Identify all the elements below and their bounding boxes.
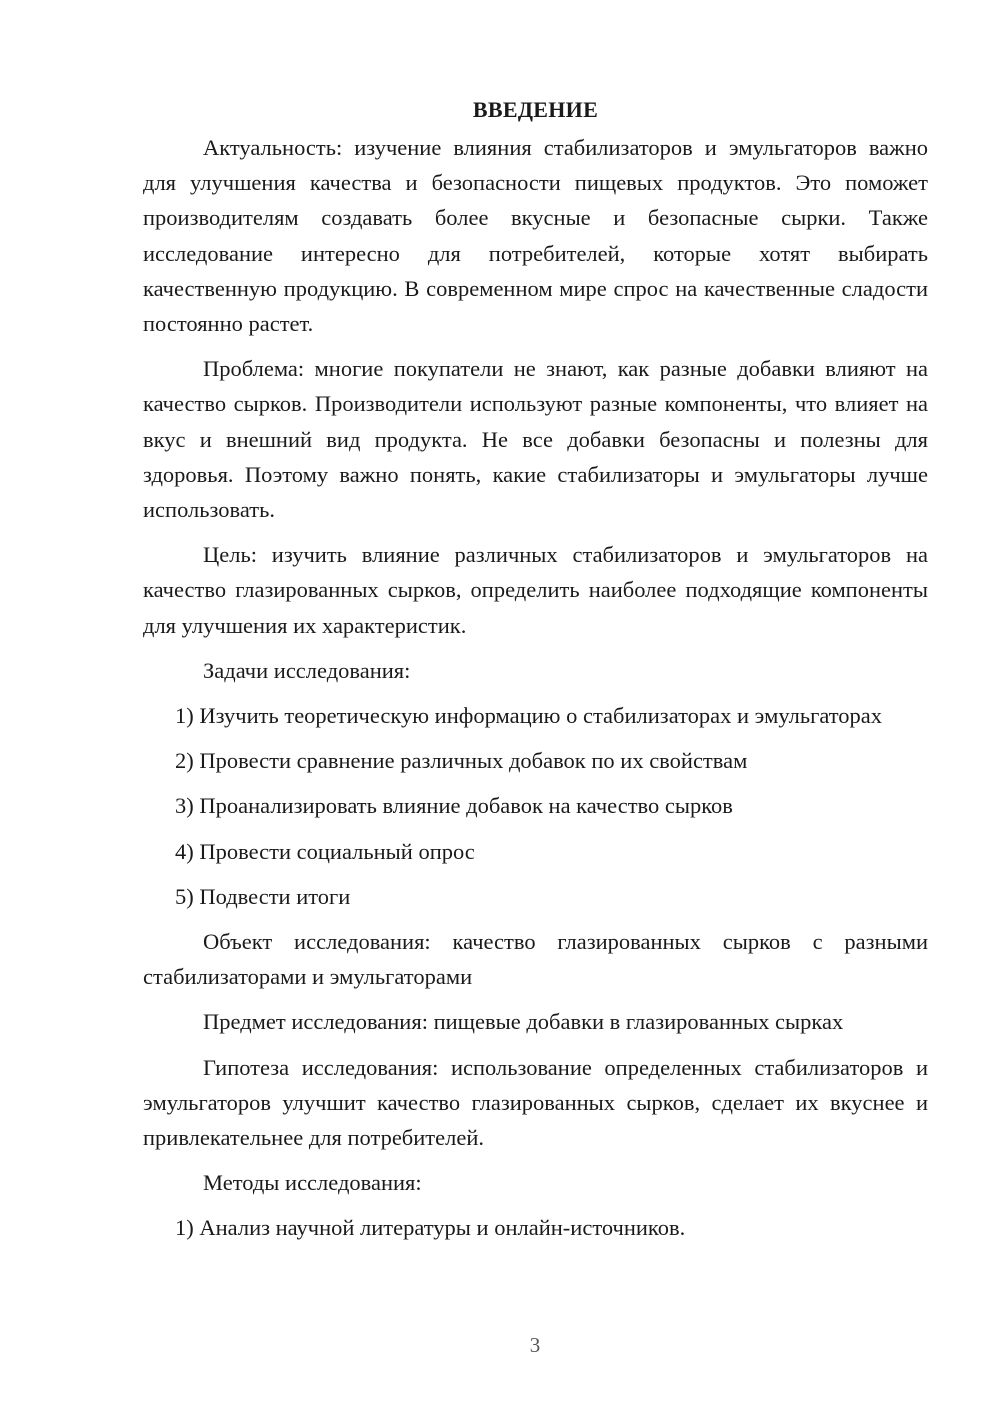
problem-paragraph: Проблема: многие покупатели не знают, как разные добавки влияют на качество сырков. Производители используют разные компоненты, что влияет на вкус и внешний вид продукта. Не все добавки безопасны и полезны для здоровья. Поэтому важно понять, какие стабилизаторы и эмульгаторы лучше использовать. (143, 356, 928, 523)
page-number: 3 (529, 1333, 541, 1357)
task-item-3: 3) Проанализировать влияние добавок на качество сырков (175, 793, 733, 819)
relevance-paragraph: Актуальность: изучение влияния стабилизаторов и эмульгаторов важно для улучшения качества и безопасности пищевых продуктов. Это поможет производителям создавать более вкусные и безопасные сырки. Также исследование интересно для потребителей, которые хотят выбирать качественную продукцию. В современном мире спрос на качественные сладости постоянно растет. (143, 135, 928, 337)
object-paragraph: Объект исследования: качество глазированных сырков с разными стабилизаторами и эмульгаторами (143, 929, 928, 990)
document-page (143, 90, 928, 1256)
task-item-2: 2) Провести сравнение различных добавок по их свойствам (175, 748, 748, 774)
task-item-4: 4) Провести социальный опрос (175, 838, 475, 864)
goal-paragraph: Цель: изучить влияние различных стабилизаторов и эмульгаторов на качество глазированных сырков, определить наиболее подходящие компоненты для улучшения их характеристик. (143, 542, 928, 638)
method-item-1: 1) Анализ научной литературы и онлайн-источников. (175, 1215, 686, 1241)
subject-paragraph: Предмет исследования: пищевые добавки в глазированных сырках (203, 1009, 844, 1035)
hypothesis-paragraph: Гипотеза исследования: использование определенных стабилизаторов и эмульгаторов улучшит качество глазированных сырков, сделает их вкуснее и привлекательнее для потребителей. (143, 1054, 928, 1151)
page-title: ВВЕДЕНИЕ (472, 97, 599, 122)
tasks-heading: Задачи исследования: (203, 657, 411, 683)
methods-heading: Методы исследования: (203, 1170, 422, 1196)
task-item-5: 5) Подвести итоги (175, 883, 351, 909)
task-item-1: 1) Изучить теоретическую информацию о стабилизаторах и эмульгаторах (175, 703, 883, 729)
